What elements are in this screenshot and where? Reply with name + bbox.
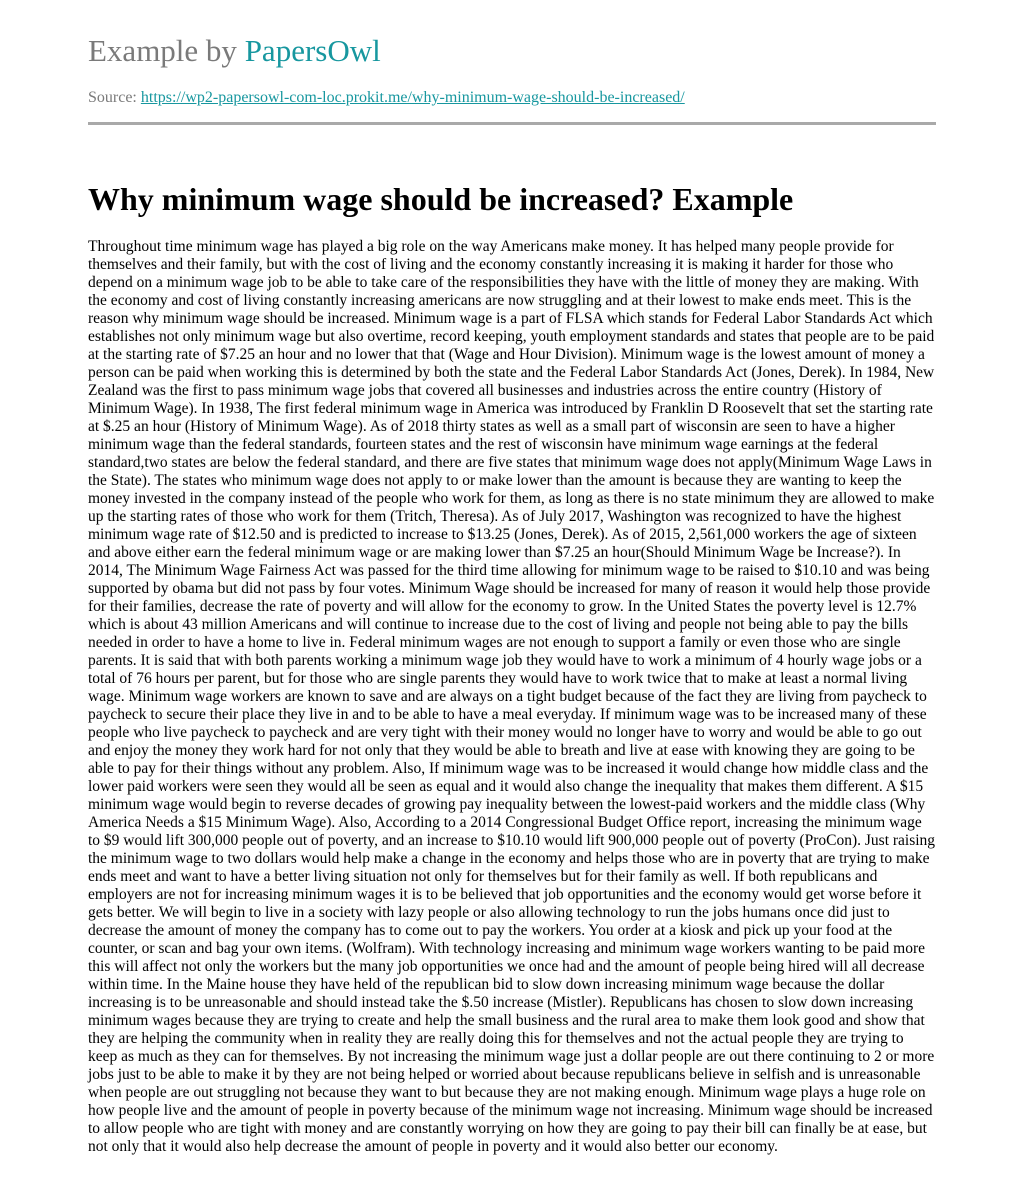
source-label: Source:: [88, 89, 141, 106]
source-link[interactable]: https://wp2-papersowl-com-loc.prokit.me/why-minimum-wage-should-be-increased/: [140, 89, 685, 106]
brand-prefix: Example by: [88, 33, 245, 68]
page-title: Why minimum wage should be increased? Example: [88, 181, 794, 217]
brand-heading: [88, 31, 381, 71]
article-body: Throughout time minimum wage has played a big role on the way Americans make money. It has helped many people provide for themselves and their family, but with the cost of living and the economy constantly increasing it is making it harder for those who depend on a minimum wage job to be able to take care of the responsibilities they have with the little of money they are making. With the economy and cost of living constantly increasing americans are now struggling and at their lowest to make ends meet. This is the reason why minimum wage should be increased. Minimum wage is a part of FLSA which stands for Federal Labor Standards Act which establishes not only minimum wage but also overtime, record keeping, youth employment standards and states that people are to be paid at the starting rate of $7.25 an hour and no lower that that (Wage and Hour Division). Minimum wage is the lowest amount of money a person can be paid when working this is determined by both the state and the Federal Labor Standards Act (Jones, Derek). In 1984, New Zealand was the first to pass minimum wage jobs that covered all businesses and industries across the entire country (History of Minimum Wage). In 1938, The first federal minimum wage in America was introduced by Franklin D Roosevelt that set the starting rate at $.25 an hour (History of Minimum Wage). As of 2018 thirty states as well as a small part of wisconsin are seen to have a higher minimum wage than the federal standards, fourteen states and the rest of wisconsin have minimum wage earnings at the federal standard,two states are below the federal standard, and there are five states that minimum wage does not apply(Minimum Wage Laws in the State). The states who minimum wage does not apply to or make lower than the amount is because they are wanting to keep the money invested in the company instead of the people who work for them, as long as there is no state minimum they are allowed to make up the starting rates of those who work for them (Tritch, Theresa). As of July 2017, Washington was recognized to have the highest minimum wage rate of $12.50 and is predicted to increase to $13.25 (Jones, Derek). As of 2015, 2,561,000 workers the age of sixteen and above either earn the federal minimum wage or are making lower than $7.25 an hour(Should Minimum Wage be Increase?). In 2014, The Minimum Wage Fairness Act was passed for the third time allowing for minimum wage to be raised to $10.10 and was being supported by obama but did not pass by four votes. Minimum Wage should be increased for many of reason it would help those provide for their families, decrease the rate of poverty and will allow for the economy to grow. In the United States the poverty level is 12.7% which is about 43 million Americans and will continue to increase due to the cost of living and people not being able to pay the bills needed in order to have a home to live in. Federal minimum wages are not enough to support a family or even those who are single parents. It is said that with both parents working a minimum wage job they would have to work a minimum of 4 hourly wage jobs or a total of 76 hours per parent, but for those who are single parents they would have to work twice that to make at least a normal living wage. Minimum wage workers are known to save and are always on a tight budget because of the fact they are living from paycheck to paycheck to secure their place they live in and to be able to have a meal everyday. If minimum wage was to be increased many of these people who live paycheck to paycheck and are very tight with their money would no longer have to worry and would be able to go out and enjoy the money they work hard for not only that they would be able to breath and live at ease with knowing they are going to be able to pay for their things without any problem. Also, If minimum wage was to be increased it would change how middle class and the lower paid workers were seen they would all be seen as equal and it would also change the inequality that makes them different. A $15 minimum wage would begin to reverse decades of growing pay inequality between the lowest-paid workers and the middle class (Why America Needs a $15 Minimum Wage). Also, According to a 2014 Congressional Budget Office report, increasing the minimum wage to $9 would lift 300,000 people out of poverty, and an increase to $10.10 would lift 900,000 people out of poverty (ProCon). Just raising the minimum wage to two dollars would help make a change in the economy and helps those who are in poverty that are trying to make ends meet and want to have a better living situation not only for themselves but for their family as well. If both republicans and employers are not for increasing minimum wages it is to be believed that job opportunities and the economy would get worse before it gets better. We will begin to live in a society with lazy people or also allowing technology to run the jobs humans once did just to decrease the amount of money the company has to come out to pay the workers. You order at a kiosk and pick up your food at the counter, or scan and bag your own items. (Wolfram). With technology increasing and minimum wage workers wanting to be paid more this will affect not only the workers but the many job opportunities we once had and the amount of people being hired will all decrease within time. In the Maine house they have held of the republican bid to slow down increasing minimum wage because the dollar increasing is to be unreasonable and should instead take the $.50 increase (Mistler). Republicans has chosen to slow down increasing minimum wages because they are trying to create and help the small business and the rural area to make them look good and show that they are helping the community when in reality they are really doing this for themselves and not the actual people they are trying to keep as much as they can for themselves. By not increasing the minimum wage just a dollar people are out there continuing to 2 or more jobs just to be able to make it by they are not being helped or worried about because republicans believe in selfish and is unreasonable when people are out struggling not because they want to but because they are not making enough. Minimum wage plays a huge role on how people live and the amount of people in poverty because of the minimum wage not increasing. Minimum wage should be increased to allow people who are tight with money and are constantly worrying on how they are going to pay their bill can finally be at ease, but not only that it would also help decrease the amount of people in poverty and it would also better our economy.: [88, 238, 936, 1155]
header-divider: [88, 122, 936, 125]
brand-name: PapersOwl: [244, 33, 381, 68]
source-line: [88, 88, 685, 108]
